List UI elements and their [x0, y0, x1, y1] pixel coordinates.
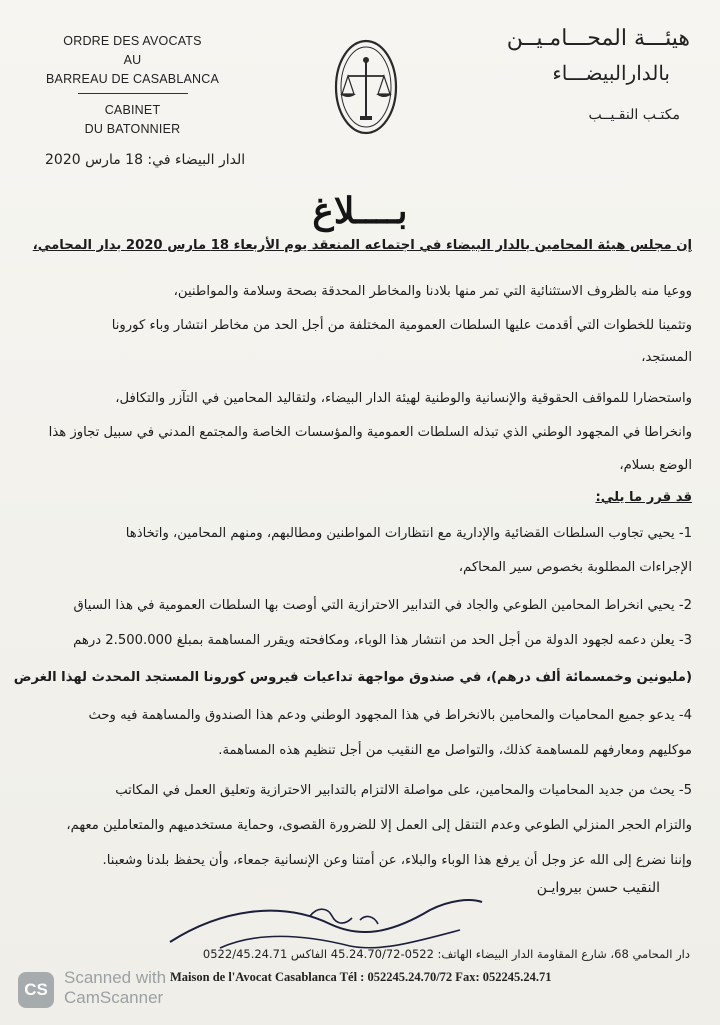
decision-item-line: والتزام الحجر المنزلي الطوعي وعدم التنقل إلى العمل إلا للضرورة القصوى، وحماية مستخدميهم والمتعاملين معهم،	[66, 818, 692, 833]
header-fr-batonnier: DU BATONNIER	[84, 122, 181, 136]
camscanner-logo-icon: CS	[18, 972, 54, 1008]
decision-item-line: 5- يحث من جديد المحاميات والمحامين، على مواصلة الالتزام بالتدابير الاحترازية وتعليق العمل في المكاتب	[115, 783, 692, 798]
header-divider	[78, 93, 188, 94]
camscanner-line2: CamScanner	[64, 988, 164, 1007]
decision-item-line: 4- يدعو جميع المحاميات والمحامين بالانخراط في هذا المجهود الوطني ودعم هذا الصندوق والمساهمة فيه وحث	[88, 708, 692, 723]
document-date: الدار البيضاء في: 18 مارس 2020	[45, 152, 246, 168]
footer-address-french: Maison de l'Avocat Casablanca Tél : 052245.24.70/72 Fax: 052245.24.71	[170, 970, 552, 984]
closing-prayer: وإننا نضرع إلى الله عز وجل أن يرفع هذا الوباء والبلاء، عن أمتنا وعن الإنسانية جمعاء، وأن يحفظ بلدنا وشعبنا.	[102, 853, 692, 868]
header-french	[40, 32, 225, 139]
camscanner-label	[64, 968, 166, 1008]
consideration-line: واستحضارا للمواقف الحقوقية والإنسانية والوطنية لهيئة الدار البيضاء، ولتقاليد المحامين في التآزر والتكافل،	[115, 391, 692, 406]
header-fr-cabinet: CABINET	[104, 103, 161, 117]
header-ar-line2: بالدارالبيضـــاء	[552, 61, 670, 85]
intro-line: إن مجلس هيئة المحامين بالدار البيضاء في اجتماعه المنعقد يوم الأربعاء 18 مارس 2020 بدار المحامي،	[32, 238, 692, 253]
camscanner-line1: Scanned with	[64, 968, 167, 987]
header-fr-line3: BARREAU DE CASABLANCA	[46, 72, 219, 86]
decision-item-line: 1- يحيي تجاوب السلطات القضائية والإدارية مع انتظارات المواطنين ومطالبهم، ومنهم المحامين، واتخاذها	[125, 526, 692, 541]
header-fr-line1: ORDRE DES AVOCATS	[63, 34, 202, 48]
consideration-line: ووعيا منه بالظروف الاستثنائية التي تمر منها بلادنا والمخاطر المحدقة بصحة وسلامة والمواطنين،	[173, 284, 692, 299]
header-arabic	[480, 22, 690, 130]
signature-title: النقيب حسن بيروايـن	[536, 880, 660, 896]
header-ar-line3: مكتـب النقـيــب	[588, 107, 680, 123]
camscanner-watermark	[18, 968, 278, 1012]
consideration-line: المستجد،	[641, 350, 692, 365]
decision-item-line: الإجراءات المطلوبة بخصوص سير المحاكم،	[458, 560, 692, 575]
decision-item-line: 2- يحيي انخراط المحامين الطوعي والجاد في التدابير الاحترازية التي أوصت بها السلطات العمومية في هذا السياق	[73, 598, 692, 613]
consideration-line: وتثمينا للخطوات التي أقدمت عليها السلطات العمومية المختلفة من أجل الحد من مخاطر انتشار وباء كورونا	[111, 318, 692, 333]
footer-address-arabic: دار المحامي 68، شارع المقاومة الدار البيضاء الهاتف: 0522-45.24.70/72 الفاكس 0522/45.24.71	[202, 947, 690, 961]
bar-association-seal-icon	[334, 38, 398, 136]
decision-item-line: 3- يعلن دعمه لجهود الدولة من أجل الحد من انتشار هذا الوباء، ومكافحته ويقرر المساهمة بمبلغ 2.500.000 درهم	[73, 633, 692, 648]
consideration-line: وانخراطا في المجهود الوطني الذي تبذله السلطات العمومية والمؤسسات الخاصة والمجتمع المدني في سبيل تجاوز هذا	[48, 425, 692, 440]
decision-item-line: موكليهم ومعارفهم للمساهمة كذلك، والتواصل مع النقيب من أجل تنظيم هذه المساهمة.	[218, 743, 692, 758]
consideration-line: الوضع بسلام،	[619, 458, 692, 473]
header-ar-line1: هيئـــة المحـــامـيــن	[506, 26, 690, 51]
decision-item-line: (مليونين وخمسمائة ألف درهم)، في صندوق مواجهة تداعيات فيروس كورونا المستجد المحدث لهذا الغرض	[13, 670, 692, 685]
header-fr-line2: AU	[123, 53, 142, 67]
document-title: بــــلاغ	[312, 190, 408, 232]
decision-heading: قد قرر ما يلي:	[595, 490, 692, 505]
